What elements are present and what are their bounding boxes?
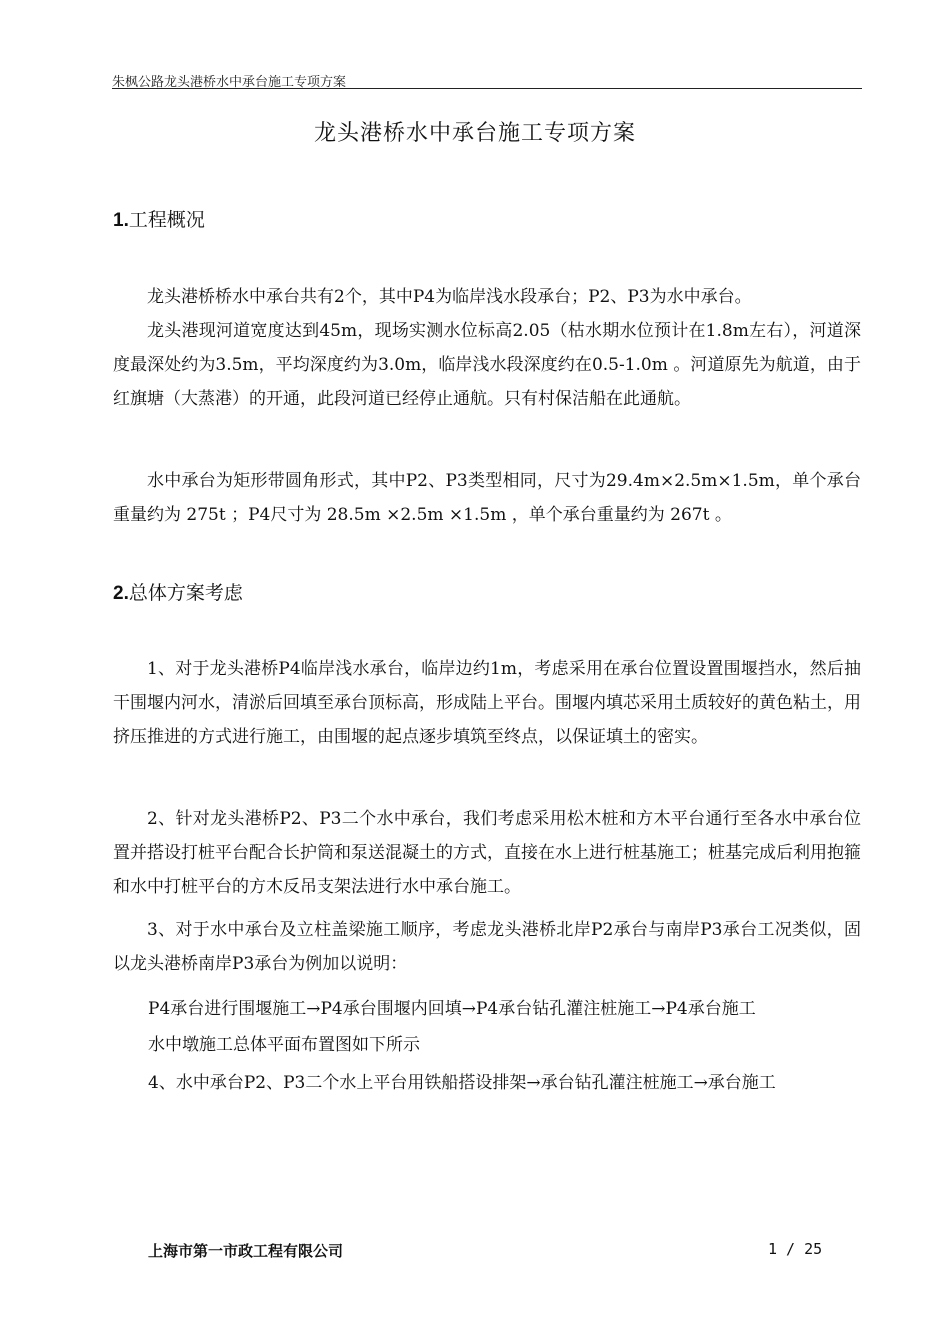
procedure-line: P4承台进行围堰施工→P4承台围堰内回填→P4承台钻孔灌注桩施工→P4承台施工 [148,999,756,1019]
document-title: 龙头港桥水中承台施工专项方案 [313,121,636,146]
running-header: 朱枫公路龙头港桥水中承台施工专项方案 [112,75,347,90]
page-number: 1 / 25 [768,1240,823,1258]
paragraph: 水中承台为矩形带圆角形式，其中P2、P3类型相同，尺寸为29.4m×2.5m×1.5m，单个承台重量约为 275t ；P4尺寸为 28.5m ×2.5m ×1.5m ，单个承台重量约为 267t 。 [113,471,861,525]
procedure-line: 水中墩施工总体平面布置图如下所示 [148,1035,420,1055]
header-rule [112,88,862,89]
paragraph: 3、对于水中承台及立柱盖梁施工顺序，考虑龙头港桥北岸P2承台与南岸P3承台工况类似，固以龙头港桥南岸P3承台为例加以说明： [113,920,861,974]
section-heading-1 [113,205,205,232]
paragraph: 1、对于龙头港桥P4临岸浅水承台，临岸边约1m，考虑采用在承台位置设置围堰挡水，然后抽干围堰内河水，清淤后回填至承台顶标高，形成陆上平台。围堰内填芯采用土质较好的黄色粘土，用挤压推进的方式进行施工，由围堰的起点逐步填筑至终点，以保证填土的密实。 [113,659,861,747]
section-number: 2. [113,583,129,604]
section-title: 工程概况 [128,209,205,231]
procedure-line: 4、水中承台P2、P3二个水上平台用铁船搭设排架→承台钻孔灌注桩施工→承台施工 [148,1073,776,1093]
paragraph: 龙头港桥桥水中承台共有2个，其中P4为临岸浅水段承台；P2、P3为水中承台。 [147,287,752,307]
paragraph: 龙头港现河道宽度达到45m，现场实测水位标高2.05（枯水期水位预计在1.8m左右），河道深度最深处约为3.5m，平均深度约为3.0m，临岸浅水段深度约在0.5-1.0m 。河道原先为航道，由于红旗塘（大蒸港）的开通，此段河道已经停止通航。只有村保洁船在此通航。 [113,321,861,409]
paragraph: 2、针对龙头港桥P2、P3二个水中承台，我们考虑采用松木桩和方木平台通行至各水中承台位置并搭设打桩平台配合长护筒和泵送混凝土的方式，直接在水上进行桩基施工；桩基完成后利用抱箍和水中打桩平台的方木反吊支架法进行水中承台施工。 [113,809,861,897]
section-heading-2 [113,578,243,605]
section-number: 1. [113,210,129,231]
footer-company: 上海市第一市政工程有限公司 [148,1242,344,1260]
section-title: 总体方案考虑 [128,582,243,604]
